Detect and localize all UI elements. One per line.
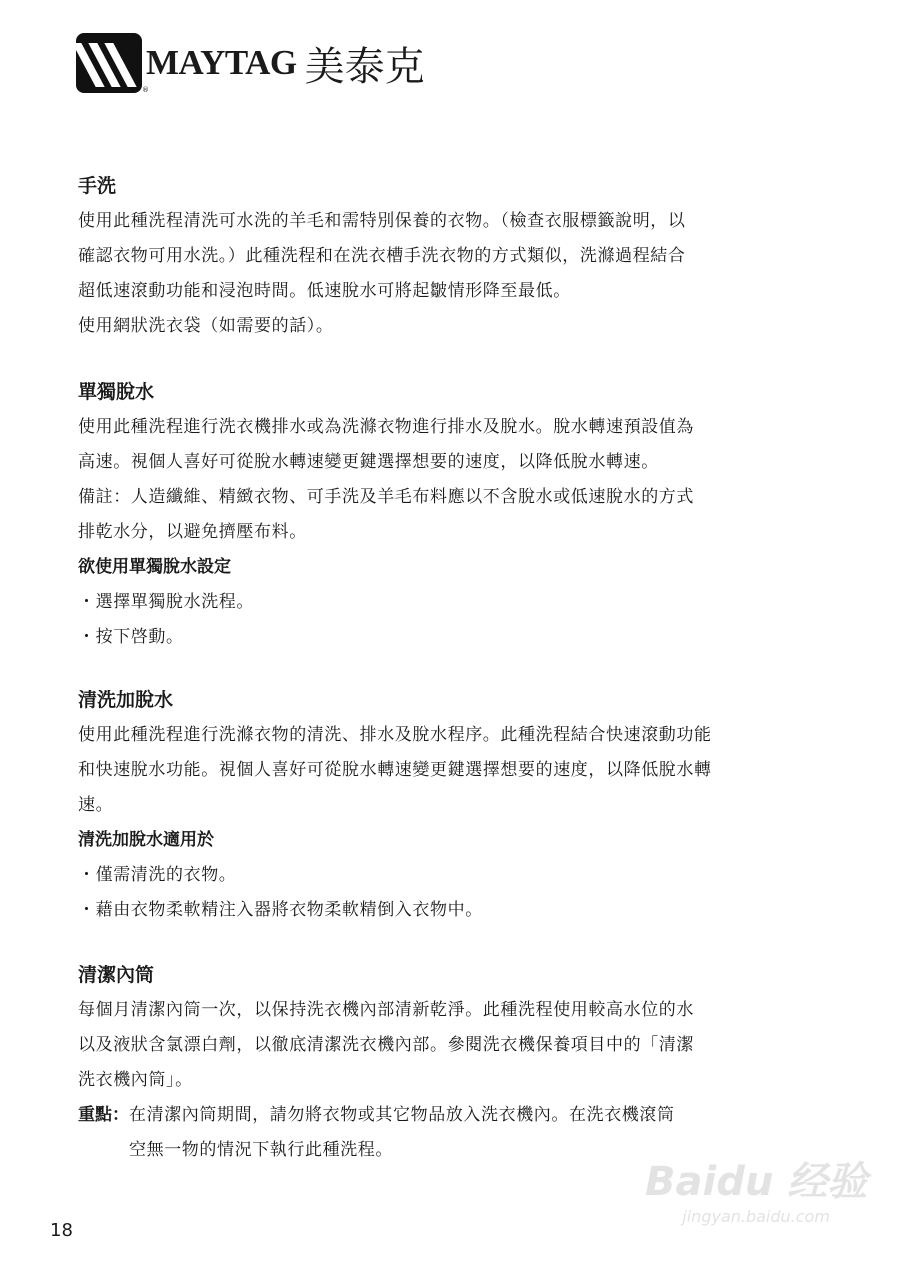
body-line: 排乾水分，以避免擠壓布料。 xyxy=(78,522,307,542)
body-line: 洗衣機內筒」。 xyxy=(78,1070,193,1090)
body-line: 使用網狀洗衣袋（如需要的話）。 xyxy=(78,316,334,336)
bullet-item: ・藉由衣物柔軟精注入器將衣物柔軟精倒入衣物中。 xyxy=(78,900,483,920)
maytag-logo-icon xyxy=(76,33,142,93)
body-line: 每個月清潔內筒一次，以保持洗衣機內部清新乾淨。此種洗程使用較高水位的水 xyxy=(78,1000,694,1020)
section-spin-only xyxy=(78,375,848,655)
baidu-watermark xyxy=(645,1150,867,1226)
section-title: 手洗 xyxy=(78,175,117,197)
body-line: 使用此種洗程清洗可水洗的羊毛和需特別保養的衣物。（檢查衣服標籤說明，以 xyxy=(78,211,686,231)
body-line: 高速。視個人喜好可從脫水轉速變更鍵選擇想要的速度，以降低脫水轉速。 xyxy=(78,452,659,472)
note-label: 重點： xyxy=(78,1105,129,1125)
note-line: 空無一物的情況下執行此種洗程。 xyxy=(129,1140,393,1160)
watermark-url: jingyan.baidu.com xyxy=(682,1207,830,1226)
section-title: 單獨脫水 xyxy=(78,381,155,403)
body-line: 使用此種洗程進行洗衣機排水或為洗滌衣物進行排水及脫水。脫水轉速預設值為 xyxy=(78,417,694,437)
bullet-item: ・僅需清洗的衣物。 xyxy=(78,865,237,885)
body-line: 速。 xyxy=(78,795,114,815)
note-line: 在清潔內筒期間，請勿將衣物或其它物品放入洗衣機內。在洗衣機滾筒 xyxy=(129,1105,675,1125)
body-line: 以及液狀含氯漂白劑，以徹底清潔洗衣機內部。參閱洗衣機保養項目中的「清潔 xyxy=(78,1035,694,1055)
bullet-item: ・按下啓動。 xyxy=(78,627,184,647)
brand-name-chinese: 美泰克 xyxy=(304,43,425,90)
body-line: 確認衣物可用水洗。）此種洗程和在洗衣槽手洗衣物的方式類似，洗滌過程結合 xyxy=(78,246,686,266)
section-title: 清洗加脫水 xyxy=(78,689,174,711)
body-line: 使用此種洗程進行洗滌衣物的清洗、排水及脫水程序。此種洗程結合快速滾動功能 xyxy=(78,725,712,745)
section-title: 清潔內筒 xyxy=(78,964,155,986)
page-number: 18 xyxy=(50,1220,73,1241)
body-line: 超低速滾動功能和浸泡時間。低速脫水可將起皺情形降至最低。 xyxy=(78,281,571,301)
maytag-logo xyxy=(76,32,425,94)
subheading: 清洗加脫水適用於 xyxy=(78,830,214,850)
registered-mark: ® xyxy=(142,86,149,94)
section-clean-drum xyxy=(78,958,848,1168)
section-hand-wash xyxy=(78,169,848,344)
bullet-item: ・選擇單獨脫水洗程。 xyxy=(78,592,254,612)
subheading: 欲使用單獨脫水設定 xyxy=(78,557,231,577)
body-line: 備註：人造纖維、精緻衣物、可手洗及羊毛布料應以不含脫水或低速脫水的方式 xyxy=(78,487,694,507)
body-line: 和快速脫水功能。視個人喜好可從脫水轉速變更鍵選擇想要的速度，以降低脫水轉 xyxy=(78,760,712,780)
watermark-logo: Baidu 经验 xyxy=(645,1159,868,1205)
brand-name: MAYTAG xyxy=(146,43,297,82)
section-rinse-spin xyxy=(78,683,848,928)
